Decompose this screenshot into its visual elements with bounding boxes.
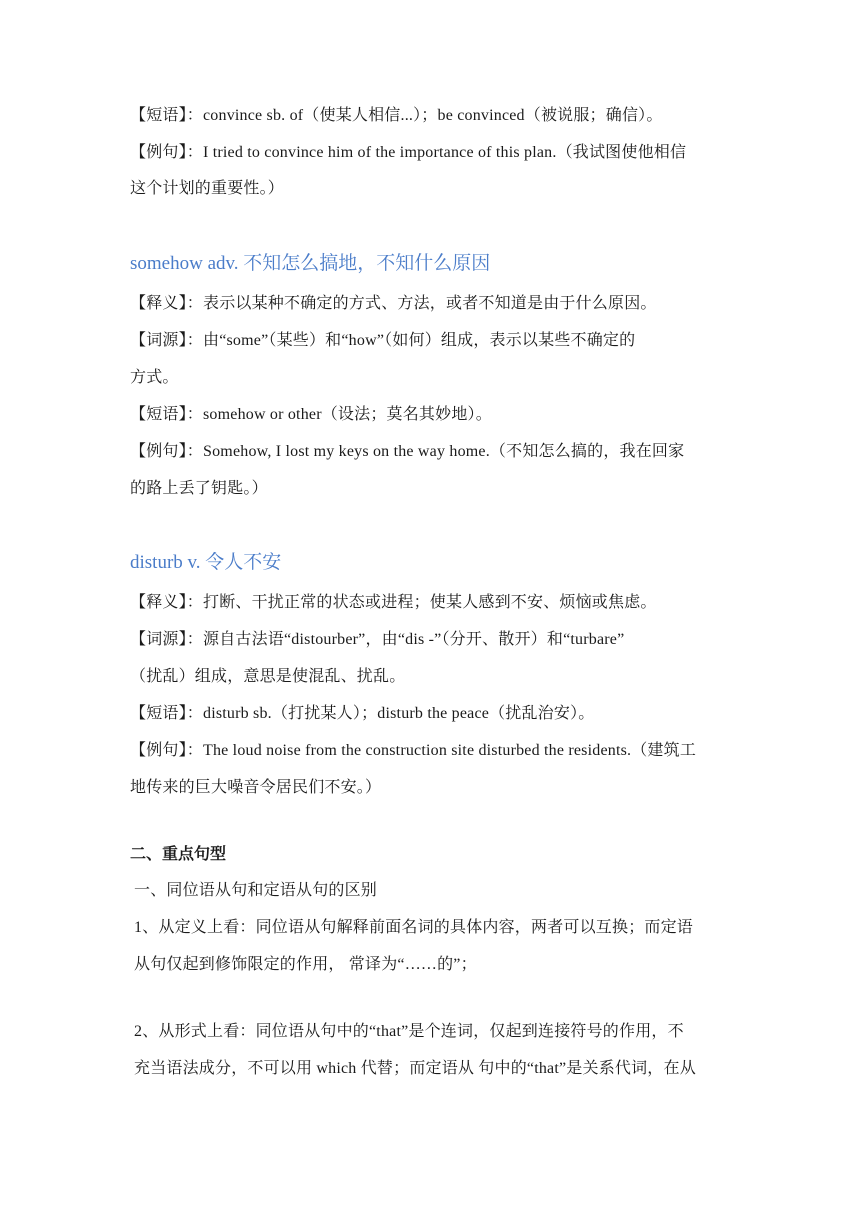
point-1-line-2: 从句仅起到修饰限定的作用， 常译为“……的”； (134, 956, 477, 973)
point-2-line-1: 2、从形式上看：同位语从句中的“that”是个连词，仅起到连接符号的作用，不 (134, 1023, 684, 1040)
section-title-key-sentences: 二、重点句型 (130, 846, 227, 863)
convince-example-line-1: 【例句】：I tried to convince him of the importance of this plan.（我试图使他相信 (130, 144, 687, 161)
point-2-line-2: 充当语法成分，不可以用 which 代替；而定语从 句中的“that”是关系代词，在从 (134, 1060, 696, 1077)
disturb-etymology-line-1: 【词源】：源自古法语“distourber”，由“dis -”（分开、散开）和“turbare” (130, 631, 625, 648)
convince-phrase-line: 【短语】：convince sb. of（使某人相信...）；be convinced（被说服；确信）。 (130, 107, 663, 124)
disturb-example-line-2: 地传来的巨大噪音令居民们不安。） (130, 779, 382, 796)
subsection-title: 一、同位语从句和定语从句的区别 (134, 882, 378, 899)
somehow-meaning: 【释义】：表示以某种不确定的方式、方法，或者不知道是由于什么原因。 (130, 295, 657, 312)
disturb-meaning: 【释义】：打断、干扰正常的状态或进程；使某人感到不安、烦恼或焦虑。 (130, 594, 657, 611)
somehow-example-line-2: 的路上丢了钥匙。） (130, 480, 268, 497)
somehow-heading: somehow adv. 不知怎么搞地，不知什么原因 (130, 253, 491, 274)
point-1-line-1: 1、从定义上看：同位语从句解释前面名词的具体内容，两者可以互换；而定语 (134, 919, 694, 936)
somehow-etymology-line-2: 方式。 (130, 369, 179, 386)
disturb-example-line-1: 【例句】：The loud noise from the construction site disturbed the residents.（建筑工 (130, 742, 697, 759)
somehow-phrase: 【短语】：somehow or other（设法；莫名其妙地）。 (130, 406, 492, 423)
somehow-example-line-1: 【例句】：Somehow, I lost my keys on the way home.（不知怎么搞的，我在回家 (130, 443, 685, 460)
convince-example-line-2: 这个计划的重要性。） (130, 180, 285, 197)
disturb-heading: disturb v. 令人不安 (130, 552, 282, 573)
somehow-etymology-line-1: 【词源】：由“some”（某些）和“how”（如何）组成，表示以某些不确定的 (130, 332, 636, 349)
disturb-etymology-line-2: （扰乱）组成，意思是使混乱、扰乱。 (130, 668, 406, 685)
disturb-phrase: 【短语】：disturb sb.（打扰某人）；disturb the peace（扰乱治安）。 (130, 705, 595, 722)
